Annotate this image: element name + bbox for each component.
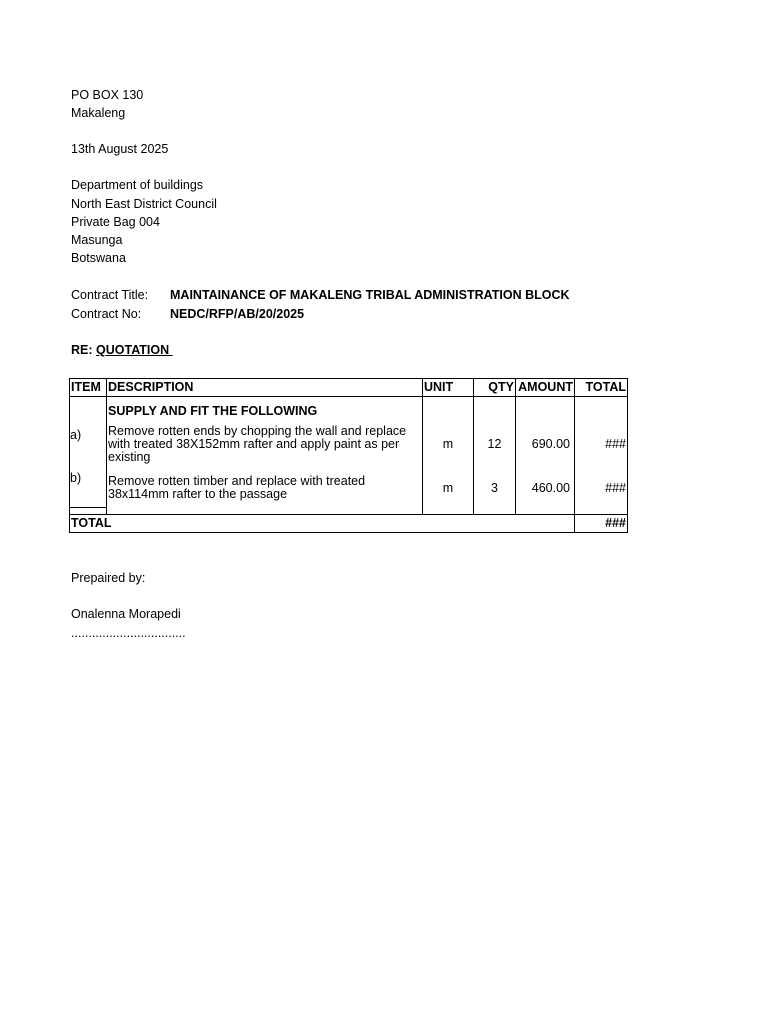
row-a-item: a) (70, 428, 82, 442)
contract-no-value: NEDC/RFP/AB/20/2025 (170, 307, 305, 321)
row-a-total: ### (605, 437, 626, 451)
contract-title-row (71, 287, 570, 303)
contract-title-label: Contract Title: (71, 288, 149, 302)
quotation-table (69, 378, 628, 533)
row-b-item: b) (70, 471, 82, 485)
contract-title-value: MAINTAINANCE OF MAKALENG TRIBAL ADMINISTRATION BLOCK (170, 288, 570, 302)
re-line (71, 342, 173, 358)
row-b-description: Remove rotten timber and replace with treated 38x114mm rafter to the passage (108, 474, 366, 501)
recipient-line2: North East District Council (71, 197, 217, 211)
row-b-qty: 3 (491, 481, 498, 495)
total-column (575, 397, 628, 515)
row-b-amount: 460.00 (531, 481, 570, 495)
header-qty: QTY (474, 379, 516, 397)
row-a-amount: 690.00 (531, 437, 570, 451)
amount-column (516, 397, 575, 515)
row-a-unit: m (442, 437, 454, 451)
recipient-line3: Private Bag 004 (71, 215, 160, 229)
table-body-row (70, 397, 628, 515)
unit-column (423, 397, 474, 515)
item-column (70, 397, 107, 515)
description-column (107, 397, 423, 515)
total-label: TOTAL (70, 515, 575, 533)
re-subject: QUOTATION (96, 343, 173, 357)
recipient-line1: Department of buildings (71, 178, 204, 192)
letter-date: 13th August 2025 (71, 142, 169, 156)
row-b-unit: m (442, 481, 454, 495)
header-unit: UNIT (423, 379, 474, 397)
total-value: ### (575, 515, 628, 533)
sender-address-line2: Makaleng (71, 106, 126, 120)
contract-no-label: Contract No: (71, 307, 142, 321)
row-a-description: Remove rotten ends by chopping the wall and replace with treated 38X152mm rafter and apply paint as per existing (108, 424, 407, 464)
qty-column (474, 397, 516, 515)
contract-no-row (71, 306, 304, 322)
row-a-qty: 12 (487, 437, 502, 451)
section-heading: SUPPLY AND FIT THE FOLLOWING (108, 404, 318, 418)
header-amount: AMOUNT (516, 379, 575, 397)
recipient-line5: Botswana (71, 251, 126, 265)
recipient-line4: Masunga (71, 233, 123, 247)
header-description: DESCRIPTION (107, 379, 423, 397)
signature-line: ................................. (71, 626, 186, 640)
sender-address-line1: PO BOX 130 (71, 88, 144, 102)
prepared-by-name: Onalenna Morapedi (71, 607, 181, 621)
re-prefix: RE: (71, 343, 93, 357)
prepared-by-label: Prepaired by: (71, 571, 146, 585)
table-total-row (70, 515, 628, 533)
item-column-divider (70, 507, 106, 508)
header-item: ITEM (70, 379, 107, 397)
row-b-total: ### (605, 481, 626, 495)
header-total: TOTAL (575, 379, 628, 397)
table-header-row (70, 379, 628, 397)
